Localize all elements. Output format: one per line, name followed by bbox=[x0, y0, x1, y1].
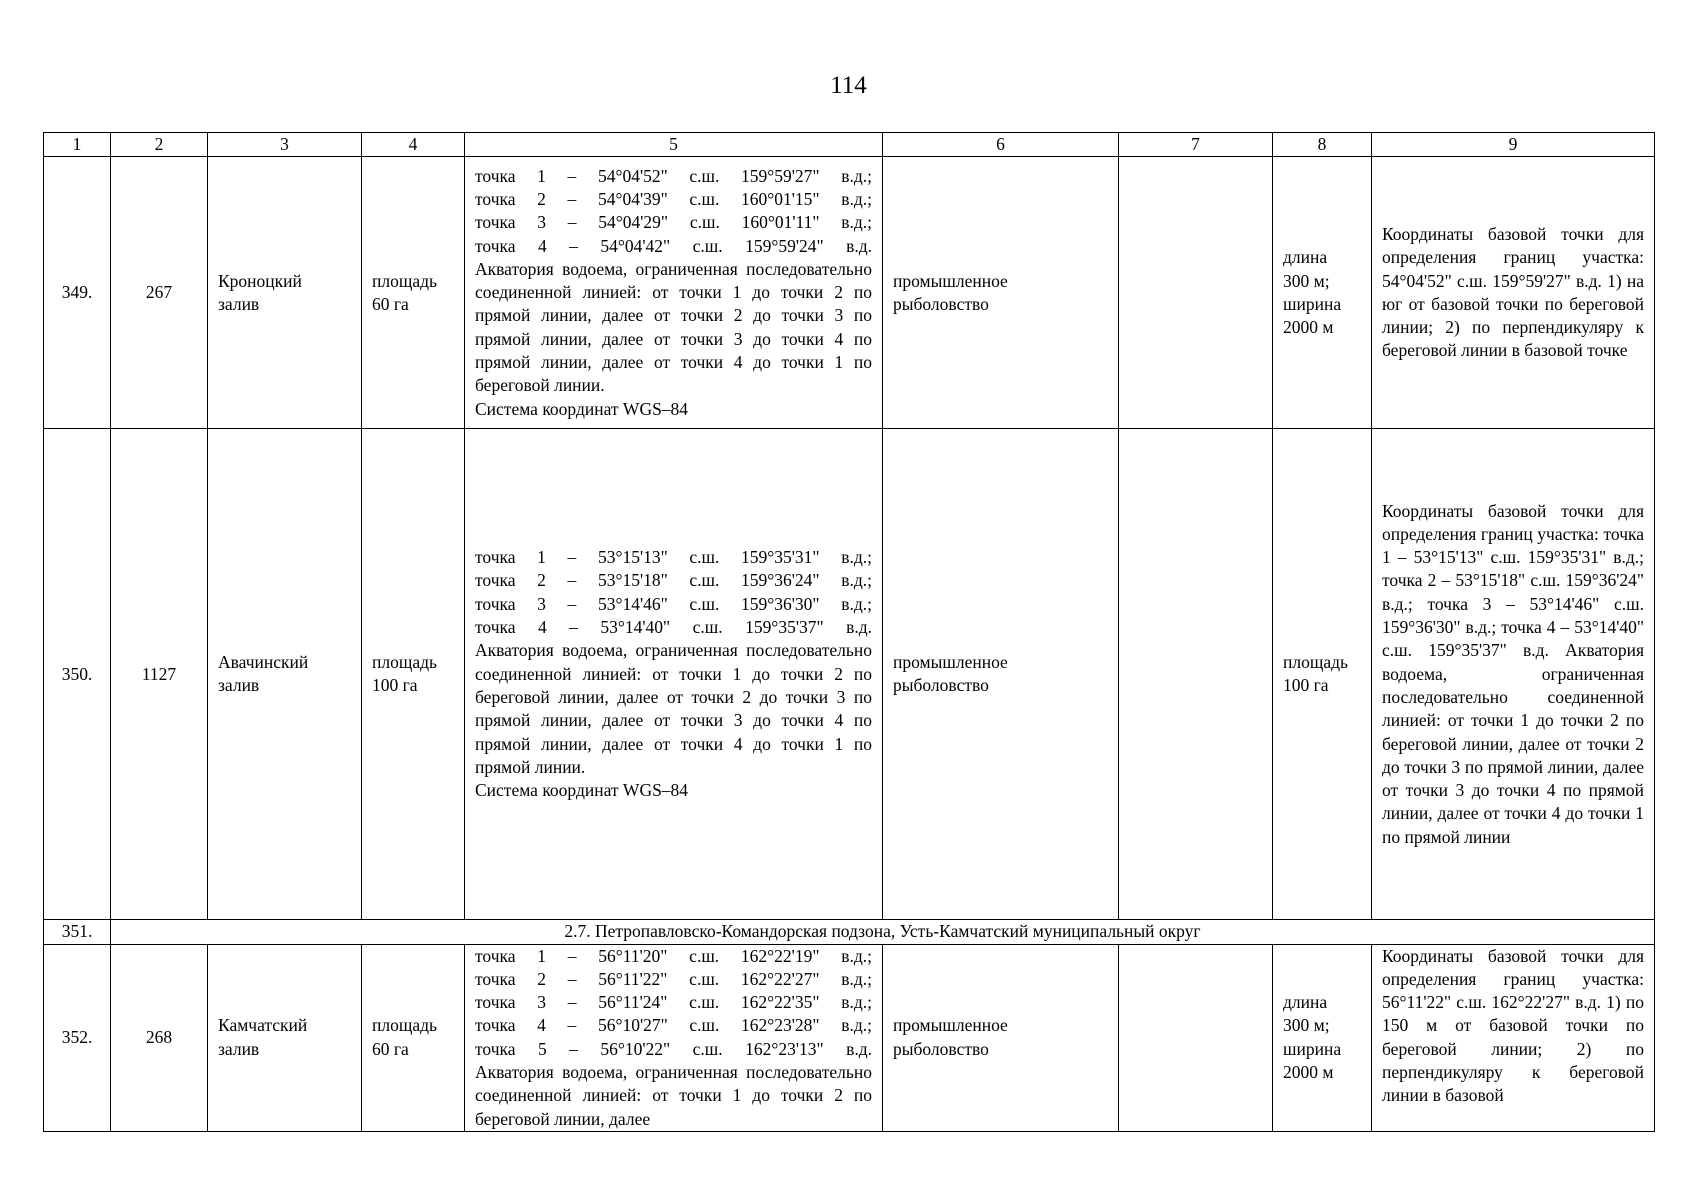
boundary-text: Акватория водоема, ограниченная последовательно соединенной линией: от точки 1 до точки 2 по прямой линии, далее от точки 2 до точки 3 по прямой линии, далее от точки 3 до точки 4 по прямой линии, далее от точки 4 до точки 1 по береговой линии. bbox=[475, 258, 872, 396]
water-body-name: Кроноцкий залив bbox=[208, 157, 362, 429]
coordinate-line: точка 4 – 56°10'27" с.ш. 162°23'28" в.д.; bbox=[475, 1015, 872, 1036]
coordinate-line: точка 5 – 56°10'22" с.ш. 162°23'13" в.д. bbox=[475, 1038, 872, 1059]
section-title: 2.7. Петропавловско-Командорская подзона, Усть-Камчатский муниципальный округ bbox=[111, 920, 1655, 944]
column-number: 6 bbox=[883, 133, 1119, 157]
coordinate-line: точка 3 – 56°11'24" с.ш. 162°22'35" в.д.; bbox=[475, 992, 872, 1013]
water-body-name: Авачинский залив bbox=[208, 429, 362, 920]
boundary-description bbox=[465, 944, 883, 1131]
purpose: промышленное рыболовство bbox=[883, 944, 1119, 1131]
column-7-cell bbox=[1119, 429, 1273, 920]
coordinate-line: точка 3 – 54°04'29" с.ш. 160°01'11" в.д.; bbox=[475, 212, 872, 233]
water-body-name: Камчатский залив bbox=[208, 944, 362, 1131]
table-row bbox=[44, 157, 1655, 429]
coordinate-system: Система координат WGS–84 bbox=[475, 398, 689, 419]
coordinate-system: Система координат WGS–84 bbox=[475, 780, 689, 801]
column-number: 1 bbox=[44, 133, 111, 157]
section-row bbox=[44, 920, 1655, 944]
base-point-note: Координаты базовой точки для определения границ участка: 54°04'52" с.ш. 159°59'27" в.д. 1) на юг от базовой точки по береговой линии; 2) по перпендикуляру к береговой линии в базовой точке bbox=[1372, 157, 1655, 429]
coordinate-line: точка 1 – 56°11'20" с.ш. 162°22'19" в.д.; bbox=[475, 945, 872, 966]
column-number: 7 bbox=[1119, 133, 1273, 157]
area-dimensions: длина 300 м; ширина 2000 м bbox=[1273, 944, 1372, 1131]
fishing-areas-table bbox=[43, 132, 1655, 1132]
table-row bbox=[44, 429, 1655, 920]
coordinate-line: точка 2 – 53°15'18" с.ш. 159°36'24" в.д.; bbox=[475, 570, 872, 591]
column-7-cell bbox=[1119, 944, 1273, 1131]
purpose: промышленное рыболовство bbox=[883, 157, 1119, 429]
area-dimensions: площадь 100 га bbox=[1273, 429, 1372, 920]
column-number: 8 bbox=[1273, 133, 1372, 157]
column-number: 9 bbox=[1372, 133, 1655, 157]
coordinate-line: точка 4 – 53°14'40" с.ш. 159°35'37" в.д. bbox=[475, 617, 872, 638]
column-number: 5 bbox=[465, 133, 883, 157]
row-number: 349. bbox=[44, 157, 111, 429]
area-size: площадь 100 га bbox=[362, 429, 465, 920]
boundary-description bbox=[465, 157, 883, 429]
row-number: 350. bbox=[44, 429, 111, 920]
coordinate-line: точка 4 – 54°04'42" с.ш. 159°59'24" в.д. bbox=[475, 235, 872, 256]
base-point-note: Координаты базовой точки для определения границ участка: 56°11'22" с.ш. 162°22'27" в.д. 1) по 150 м от базовой точки по береговой линии; 2) по перпендикуляру к береговой линии в базовой bbox=[1372, 944, 1655, 1131]
area-dimensions: длина 300 м; ширина 2000 м bbox=[1273, 157, 1372, 429]
column-number-row bbox=[44, 133, 1655, 157]
area-code: 1127 bbox=[111, 429, 208, 920]
row-number: 351. bbox=[44, 920, 111, 944]
purpose: промышленное рыболовство bbox=[883, 429, 1119, 920]
area-code: 268 bbox=[111, 944, 208, 1131]
base-point-note: Координаты базовой точки для определения границ участка: точка 1 – 53°15'13" с.ш. 159°35'31" в.д.; точка 2 – 53°15'18" с.ш. 159°36'24" в.д.; точка 3 – 53°14'46" с.ш. 159°36'30" в.д.; точка 4 – 53°14'40" с.ш. 159°35'37" в.д. Акватория водоема, ограниченная последовательно соединенной линией: от точки 1 до точки 2 по береговой линии, далее от точки 2 до точки 3 по прямой линии, далее от точки 3 до точки 4 по прямой линии, далее от точки 4 до точки 1 по прямой линии bbox=[1372, 429, 1655, 920]
coordinate-line: точка 1 – 54°04'52" с.ш. 159°59'27" в.д.; bbox=[475, 165, 872, 186]
area-code: 267 bbox=[111, 157, 208, 429]
row-number: 352. bbox=[44, 944, 111, 1131]
column-number: 4 bbox=[362, 133, 465, 157]
column-number: 3 bbox=[208, 133, 362, 157]
column-number: 2 bbox=[111, 133, 208, 157]
boundary-text: Акватория водоема, ограниченная последовательно соединенной линией: от точки 1 до точки 2 по береговой линии, далее от точки 2 до точки 3 по прямой линии, далее от точки 3 до точки 4 по прямой линии, далее от точки 4 до точки 1 по прямой линии. bbox=[475, 640, 872, 777]
column-7-cell bbox=[1119, 157, 1273, 429]
area-size: площадь 60 га bbox=[362, 944, 465, 1131]
boundary-description bbox=[465, 429, 883, 920]
table-row bbox=[44, 944, 1655, 1131]
coordinate-line: точка 3 – 53°14'46" с.ш. 159°36'30" в.д.; bbox=[475, 593, 872, 614]
area-size: площадь 60 га bbox=[362, 157, 465, 429]
coordinate-line: точка 2 – 54°04'39" с.ш. 160°01'15" в.д.; bbox=[475, 188, 872, 209]
coordinate-line: точка 1 – 53°15'13" с.ш. 159°35'31" в.д.; bbox=[475, 547, 872, 568]
coordinate-line: точка 2 – 56°11'22" с.ш. 162°22'27" в.д.; bbox=[475, 968, 872, 989]
page-number: 114 bbox=[830, 72, 867, 99]
boundary-text: Акватория водоема, ограниченная последовательно соединенной линией: от точки 1 до точки 2 по береговой линии, далее bbox=[475, 1062, 872, 1129]
